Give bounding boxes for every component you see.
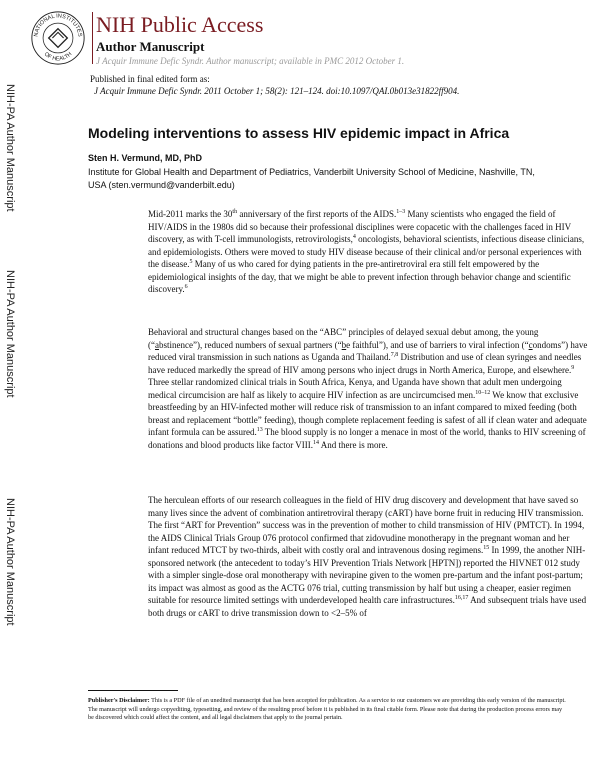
paragraph-text: The blood supply is no longer a menace in most of the world, thanks to HIV screening of donations and blood products like factor VIII. [148, 427, 586, 450]
paragraph-text: Three stellar randomized clinical trials in South Africa, Kenya, and Uganda have shown that adult men undergoing medical circumcision are half as likely to acquire HIV infection as are uncircumcised men. [148, 377, 562, 400]
citation-superscript: 15 [483, 545, 490, 551]
paragraph-text: oncologists, behavioral scientists, infectious disease clinicians, and epidemiologists. Others were moved to study HIV disease because of their clinical and/or personal experiences with the disease. [148, 234, 585, 269]
body-paragraph [148, 494, 588, 619]
header-title: NIH Public Access [96, 12, 264, 37]
paragraph-text: e faithful”), and use of barriers to viral infection (“ [346, 339, 529, 350]
citation-superscript: 13 [256, 427, 263, 433]
underlined-letter: b [341, 339, 347, 350]
paragraph-text: We know that exclusive breastfeeding by an HIV-infected mother will reduce risk of transmission to an infant compared to mixed feeding (both breast and replacement “bottle” feeding), though complete replacement feeding is safest of all if clean water and adequate infant formula can be assured. [148, 389, 587, 437]
paragraph-text: Distribution and use of clean syringes and needles have reduced markedly the spread of HIV among persons who inject drugs in North America, Europe, and elsewhere. [148, 352, 582, 375]
footnote-divider [88, 690, 178, 691]
header-subtitle: Author Manuscript [96, 39, 205, 54]
paragraph-text: The herculean efforts of our research colleagues in the field of HIV drug discovery and development that have saved so many lives since the advent of combination antiretroviral therapy (cART) have borne fruit in reducing HIV transmission. The first “ART for Prevention” success was in the prevention of mother to child transmission of HIV (PMTCT). In 1994, the AIDS Clinical Trials Group 076 protocol confirmed that zidovudine monotherapy in the pregnant woman and her infant reduced MTCT by two-thirds, albeit with costly oral and intravenous dosing regimens. [148, 495, 585, 555]
paragraph-text: Behavioral and structural changes based on the “ABC” principles of delayed sexual debut among, the young (“ [148, 327, 539, 350]
nih-seal-logo [30, 10, 86, 66]
citation-superscript: 16,17 [454, 595, 469, 601]
paragraph-text: And there is more. [319, 439, 388, 450]
paragraph-text: Many of us who cared for dying patients in the pre-antiretroviral era still felt empowered by the epidemiological insights of the day, that we might be able to prevent infection through behavior change and scientific discovery. [148, 259, 571, 294]
citation-superscript: 4 [352, 234, 356, 240]
paragraph-text: anniversary of the first reports of the AIDS. [237, 209, 397, 219]
publication-citation: J Acquir Immune Defic Syndr. 2011 October 1; 58(2): 121–124. doi:10.1097/QAI.0b013e31822ff904. [94, 86, 460, 96]
svg-text:NATIONAL INSTITUTES: NATIONAL INSTITUTES [33, 13, 83, 38]
citation-superscript: 5 [189, 259, 193, 265]
article-author: Sten H. Vermund, MD, PhD [88, 153, 203, 163]
underlined-letter: a [155, 339, 159, 350]
disclaimer-label: Publisher's Disclaimer: [88, 697, 150, 704]
body-paragraph [148, 326, 588, 451]
citation-superscript: th [232, 209, 238, 215]
paragraph-text: ondoms”) have reduced viral transmission in such nations as Uganda and Thailand. [148, 339, 588, 362]
paragraph-text: Many scientists who engaged the field of HIV/AIDS in the 1980s did so because their professional disciplines were copacetic with the challenges faced in HIV discovery, as with T-cell immunologists, retrovirologists, [148, 209, 571, 244]
paragraph-text: And subsequent trials have used both drugs or cART to drive transmission down to <2–5% of [148, 595, 587, 618]
side-watermark-label: NIH-PA Author Manuscript [4, 498, 16, 626]
publisher-disclaimer [88, 697, 568, 723]
citation-superscript: 10–12 [475, 389, 491, 396]
side-watermark-label: NIH-PA Author Manuscript [4, 270, 16, 398]
citation-superscript: 7,8 [390, 352, 399, 358]
citation-superscript: 1–3 [396, 209, 406, 215]
citation-superscript: 6 [184, 284, 188, 290]
published-label: Published in final edited form as: [90, 74, 210, 84]
paragraph-text: bstinence”), reduced numbers of sexual partners (“ [159, 339, 342, 350]
header-journal-line: J Acquir Immune Defic Syndr. Author manuscript; available in PMC 2012 October 1. [96, 56, 405, 66]
paragraph-text: Mid-2011 marks the 30 [148, 209, 233, 219]
side-watermark-label: NIH-PA Author Manuscript [4, 84, 16, 212]
citation-superscript: 9 [571, 364, 575, 371]
header-divider [92, 12, 93, 64]
citation-superscript: 14 [313, 439, 320, 446]
svg-text:OF HEALTH: OF HEALTH [42, 51, 74, 63]
body-paragraph [148, 208, 588, 296]
article-title: Modeling interventions to assess HIV epidemic impact in Africa [88, 125, 510, 141]
paragraph-text: In 1999, the another NIH-sponsored network (the antecedent to today’s HIV Prevention Trials Network [HPTN]) reported the HIVNET 012 study with a simpler single-dose oral monotherapy with nevirapine given to the women pre-partum and the infant post-partum; its impact was almost as good as the ACTG 076 trial, cutting transmission by half but using a cheaper, easier regimen suitable for resource limited settings with underdeveloped health care infrastructures. [148, 545, 586, 605]
author-affiliation: Institute for Global Health and Department of Pediatrics, Vanderbilt University School of Medicine, Nashville, TN, USA (sten.vermund@vanderbilt.edu) [88, 167, 535, 190]
underlined-letter: c [528, 339, 533, 350]
disclaimer-text: This is a PDF file of an unedited manuscript that has been accepted for publication. As a service to our customers we are providing this early version of the manuscript. The manuscript will undergo copyediting, typesetting, and review of the resulting proof before it is published in its final citable form. Please note that during the production process errors may be discovered which could affect the content, and all legal disclaimers that apply to the journal pertain. [88, 697, 566, 722]
